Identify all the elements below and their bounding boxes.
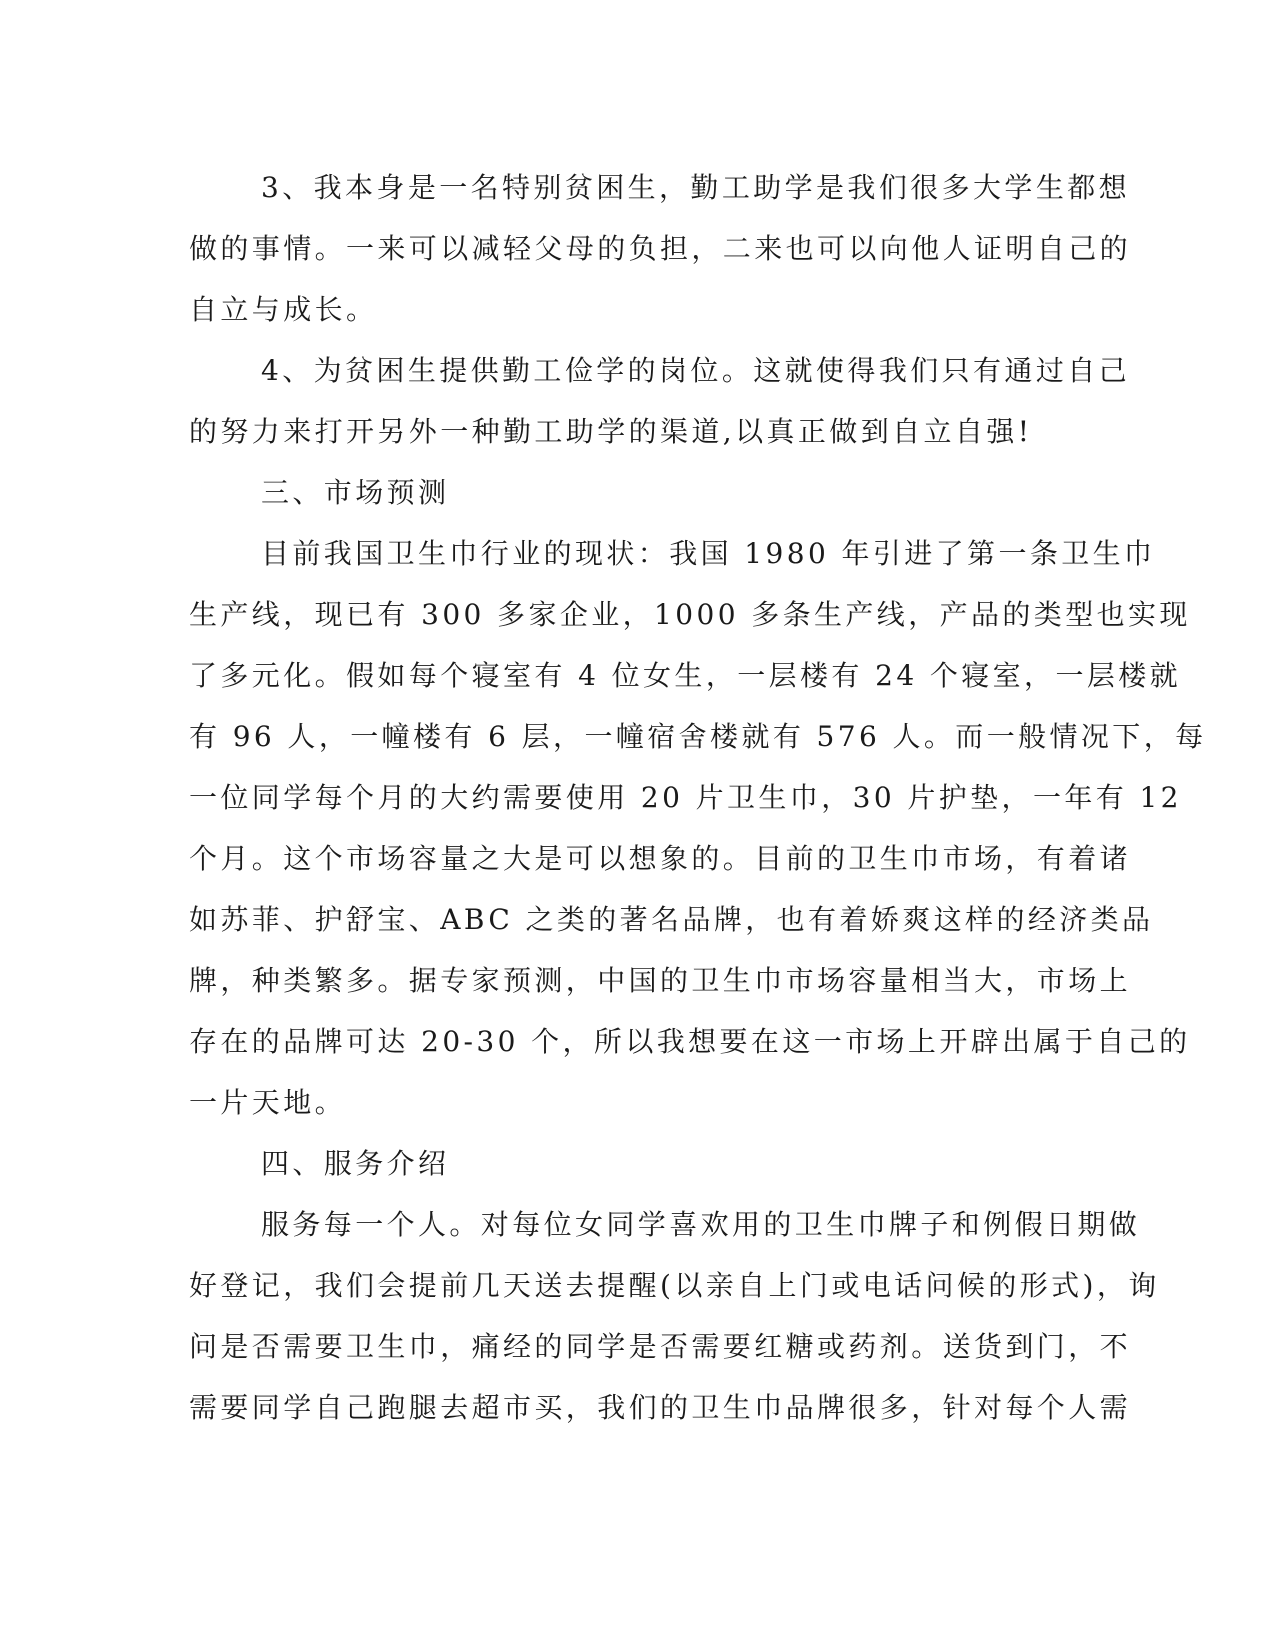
paragraph-4-line-2: 的努力来打开另外一种勤工助学的渠道,以真正做到自立自强! — [189, 415, 1033, 448]
section-heading-service-intro: 四、服务介绍 — [261, 1147, 450, 1180]
market-paragraph-line-8: 牌，种类繁多。据专家预测，中国的卫生巾市场容量相当大，市场上 — [189, 964, 1132, 997]
market-paragraph-line-2: 生产线，现已有 300 多家企业，1000 多条生产线，产品的类型也实现 — [189, 598, 1191, 631]
market-paragraph-line-3: 了多元化。假如每个寝室有 4 位女生，一层楼有 24 个寝室，一层楼就 — [189, 659, 1182, 692]
service-paragraph-line-3: 问是否需要卫生巾，痛经的同学是否需要红糖或药剂。送货到门，不 — [189, 1330, 1132, 1363]
service-paragraph-line-1: 服务每一个人。对每位女同学喜欢用的卫生巾牌子和例假日期做 — [261, 1208, 1141, 1241]
market-paragraph-line-1: 目前我国卫生巾行业的现状：我国 1980 年引进了第一条卫生巾 — [261, 537, 1156, 570]
service-paragraph-line-2: 好登记，我们会提前几天送去提醒(以亲自上门或电话问候的形式)，询 — [189, 1269, 1160, 1302]
paragraph-4-line-1: 4、为贫困生提供勤工俭学的岗位。这就使得我们只有通过自己 — [261, 354, 1131, 387]
market-paragraph-line-9: 存在的品牌可达 20-30 个，所以我想要在这一市场上开辟出属于自己的 — [189, 1025, 1191, 1058]
service-paragraph-line-4: 需要同学自己跑腿去超市买，我们的卫生巾品牌很多，针对每个人需 — [189, 1391, 1132, 1424]
paragraph-3-line-2: 做的事情。一来可以减轻父母的负担，二来也可以向他人证明自己的 — [189, 232, 1132, 265]
paragraph-3-line-3: 自立与成长。 — [189, 293, 378, 326]
market-paragraph-line-4: 有 96 人，一幢楼有 6 层，一幢宿舍楼就有 576 人。而一般情况下，每 — [189, 720, 1207, 753]
market-paragraph-line-10: 一片天地。 — [189, 1086, 347, 1119]
market-paragraph-line-7: 如苏菲、护舒宝、ABC 之类的著名品牌，也有着娇爽这样的经济类品 — [189, 903, 1154, 936]
market-paragraph-line-5: 一位同学每个月的大约需要使用 20 片卫生巾，30 片护垫，一年有 12 — [189, 781, 1182, 814]
section-heading-market-forecast: 三、市场预测 — [261, 476, 450, 509]
market-paragraph-line-6: 个月。这个市场容量之大是可以想象的。目前的卫生巾市场，有着诸 — [189, 842, 1132, 875]
paragraph-3-line-1: 3、我本身是一名特别贫困生，勤工助学是我们很多大学生都想 — [261, 171, 1131, 204]
